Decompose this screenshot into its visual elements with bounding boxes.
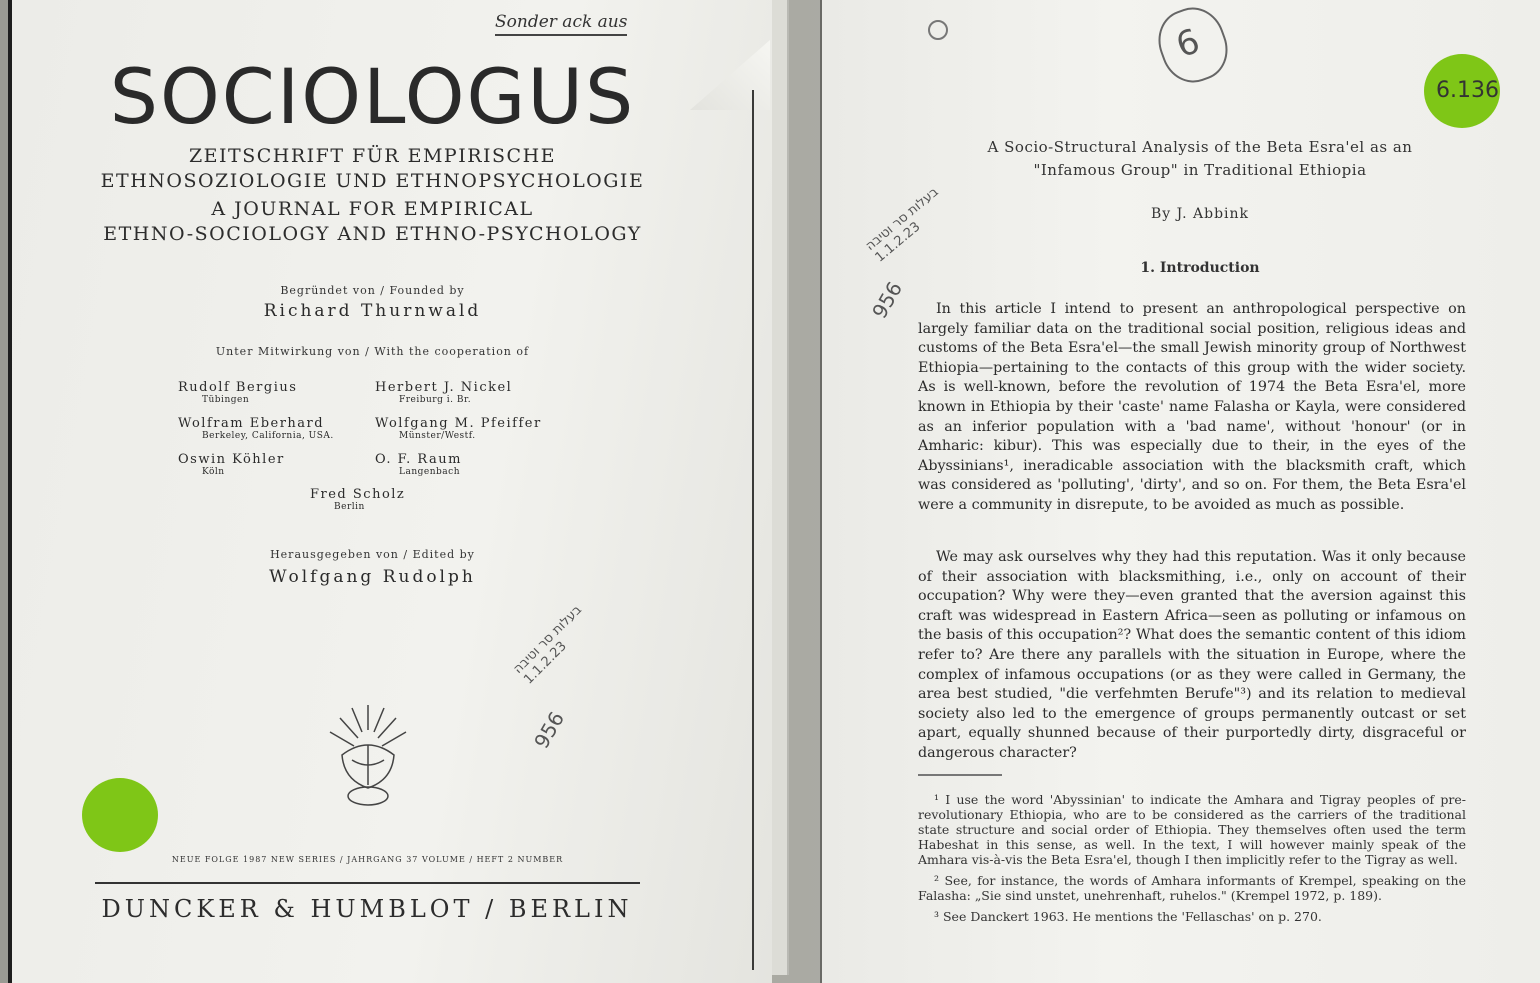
editor-name: Fred Scholz	[310, 487, 406, 502]
article-title-line: A Socio-Structural Analysis of the Beta Esra'el as an	[987, 138, 1413, 156]
editor-name: Wolfgang M. Pfeiffer	[375, 416, 542, 431]
editor-entry	[178, 452, 285, 477]
sticker-label: 6.136	[1436, 78, 1499, 103]
editor-entry	[310, 487, 405, 512]
body-paragraph	[918, 548, 1466, 764]
series-line: NEUE FOLGE 1987 NEW SERIES / JAHRGANG 37 VOLUME / HEFT 2 NUMBER	[95, 855, 640, 884]
punch-hole-mark	[928, 20, 948, 40]
library-stamp: בעלות סר וטיבה 1.1.2.23	[510, 602, 585, 688]
body-paragraph	[918, 300, 1466, 516]
cooperation-label: Unter Mitwirkung von / With the cooperation of	[215, 345, 530, 358]
stamp-number: 956	[529, 707, 570, 753]
publisher-name: DUNCKER & HUMBLOT / BERLIN	[101, 895, 633, 923]
editor-place: Freiburg i. Br.	[399, 395, 472, 405]
founded-by-label: Begründet von / Founded by	[280, 284, 465, 297]
editor-place: Langenbach	[399, 467, 460, 477]
subtitle-line: ETHNOSOZIOLOGIE UND ETHNOPSYCHOLOGIE	[100, 170, 645, 192]
publisher-eagle-emblem	[322, 700, 414, 810]
paragraph-text: In this article I intend to present an anthropological perspective on largely familiar data on the traditional social position, religious ideas and customs of the Beta Esra'el—the small Jewish minority group of Northwest Ethiopia—pertaining to the contacts of this group with the wider society. As is well-known, before the revolution of 1974 the Beta Esra'el, more known in Ethiopia by their 'caste' name Falasha or Kayla, were considered as an inferior population with a 'bad name', without 'honour' (or in Amharic: kibur). This was especially due to their, in the eyes of the Abyssinians¹, ineradicable association with the blacksmith craft, which was considered as 'polluting', 'dirty', and so on. For them, the Beta Esra'el were a community in disrepute, to be avoided as much as possible.	[918, 301, 1466, 513]
footnote: ³ See Danckert 1963. He mentions the 'Fellaschas' on p. 270.	[934, 909, 1322, 924]
article-title-line: "Infamous Group" in Traditional Ethiopia	[1033, 161, 1367, 179]
article-byline: By J. Abbink	[1150, 206, 1250, 222]
footnote: ¹ I use the word 'Abyssinian' to indicate the Amhara and Tigray peoples of pre-revolutionary Ethiopia, who are to be considered as the carriers of the traditional state structure and social order of Ethiopia. They themselves often used the term Habeshat in this sense, as well. In the text, I will however mainly speak of the Amhara vis-à-vis the Beta Esra'el, though I then implicitly refer to the Tigray as well.	[918, 792, 1466, 867]
footnote-rule	[918, 774, 1002, 776]
journal-title: SOCIOLOGUS	[109, 52, 636, 141]
editor-entry	[375, 452, 462, 477]
subtitle-line: ZEITSCHRIFT FÜR EMPIRISCHE	[188, 145, 557, 167]
page-edge	[752, 90, 754, 970]
chief-editor-name: Wolfgang Rudolph	[269, 567, 476, 587]
green-sticker	[82, 778, 158, 852]
editor-name: Wolfram Eberhard	[178, 416, 325, 431]
editor-entry	[375, 380, 512, 405]
library-stamp: בעלות סר וטיבה 1.1.2.23	[862, 184, 942, 266]
subtitle-line: A JOURNAL FOR EMPIRICAL	[211, 198, 534, 220]
editor-entry	[178, 416, 334, 441]
footnotes	[918, 792, 1466, 930]
subtitle-line: ETHNO-SOCIOLOGY AND ETHNO-PSYCHOLOGY	[103, 223, 642, 245]
editor-place: Berkeley, California, USA.	[202, 431, 334, 441]
editor-name: O. F. Raum	[375, 452, 462, 467]
editor-name: Rudolf Bergius	[178, 380, 298, 395]
editor-place: Berlin	[334, 502, 365, 512]
editor-place: Tübingen	[202, 395, 250, 405]
sonderdruck-label: Sonder ack aus	[495, 12, 627, 36]
edited-by-label: Herausgegeben von / Edited by	[270, 548, 475, 561]
editor-entry	[375, 416, 542, 441]
paragraph-text: We may ask ourselves why they had this reputation. Was it only because of their association with blacksmithing, i.e., only on account of their occupation? Why were they—even granted that the aversion against this craft was widespread in Eastern Africa—seen as polluting or infamous on the basis of this occupation²? What does the semantic content of this idiom refer to? Are there any parallels with the situation in Europe, where the complex of infamous occupations (or as they were called in Germany, the area best studied, "die verfehmten Berufe"³) and its relation to medieval society also led to the emergence of groups permanently outcast or set apart, equally shunned because of their purportedly dirty, disgraceful or dangerous character?	[918, 549, 1466, 761]
stamp-number: 956	[867, 277, 908, 323]
circled-number-text: 6	[1171, 21, 1206, 67]
footnote: ² See, for instance, the words of Amhara informants of Krempel, speaking on the Falasha: „Sie sind unstet, unehrenhaft, ruhelos." (Krempel 1972, p. 189).	[918, 873, 1466, 903]
editor-place: Köln	[202, 467, 225, 477]
editor-place: Münster/Westf.	[399, 431, 476, 441]
editor-name: Oswin Köhler	[178, 452, 285, 467]
section-heading: 1. Introduction	[1140, 260, 1260, 276]
editor-name: Herbert J. Nickel	[375, 380, 513, 395]
editor-entry	[178, 380, 297, 405]
founder-name: Richard Thurnwald	[263, 301, 482, 321]
